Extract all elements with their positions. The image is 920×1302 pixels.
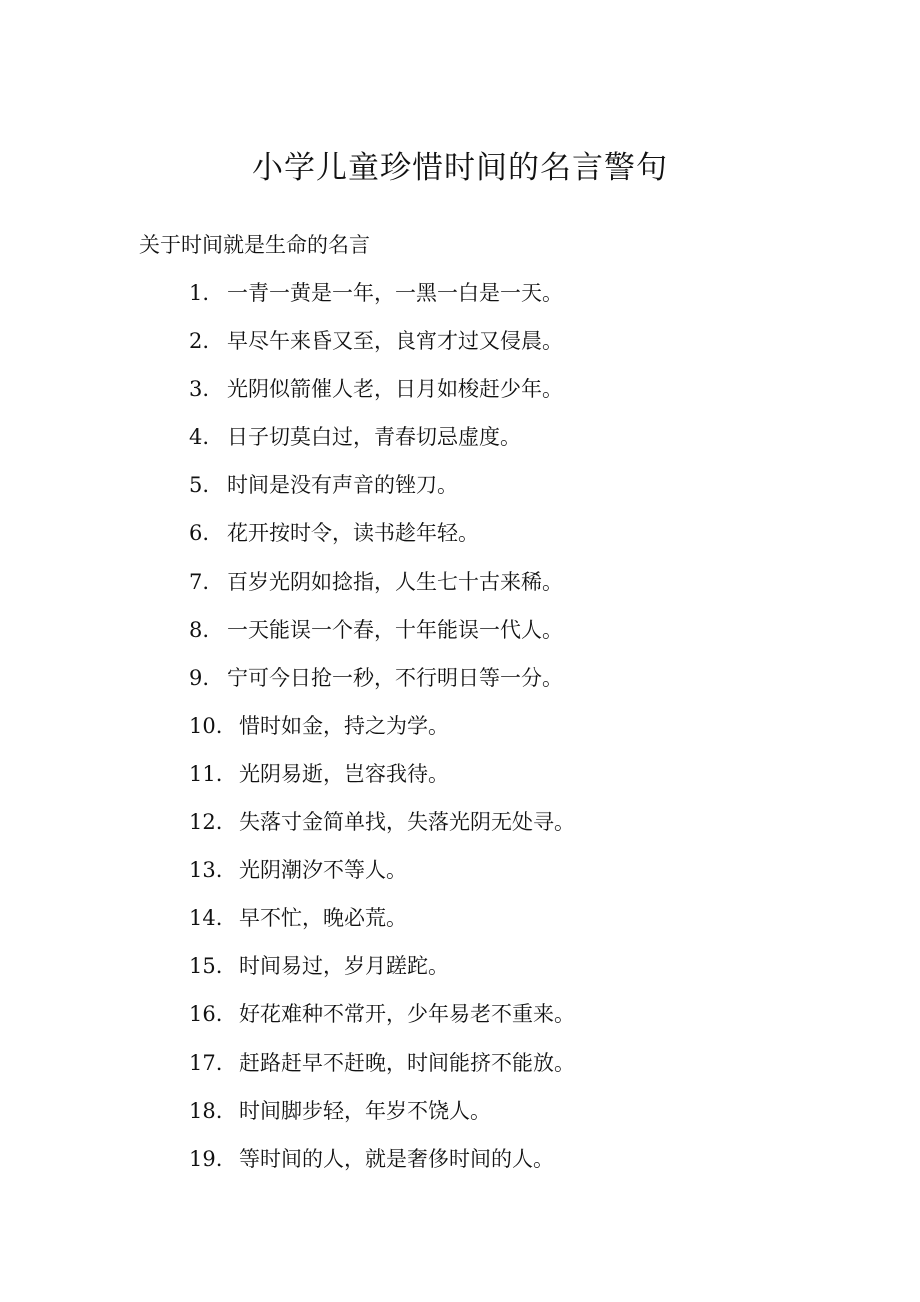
list-item bbox=[189, 1094, 575, 1142]
list-item-text: 时间易过，岁月蹉跎。 bbox=[239, 954, 449, 979]
list-item-number: 4. bbox=[189, 425, 210, 450]
list-item-text: 光阴似箭催人老，日月如梭赶少年。 bbox=[227, 377, 563, 402]
list-item bbox=[189, 324, 575, 372]
list-item bbox=[189, 709, 575, 757]
list-item-text: 等时间的人，就是奢侈时间的人。 bbox=[239, 1146, 554, 1171]
list-item bbox=[189, 661, 575, 709]
list-item-number: 13. bbox=[189, 858, 223, 883]
list-item bbox=[189, 420, 575, 468]
list-item bbox=[189, 853, 575, 901]
list-item-number: 6. bbox=[189, 521, 210, 546]
list-item-number: 3. bbox=[189, 377, 210, 402]
list-item-number: 7. bbox=[189, 569, 210, 594]
list-item-text: 早尽午来昏又至，良宵才过又侵晨。 bbox=[227, 329, 563, 354]
list-item-number: 5. bbox=[189, 473, 210, 498]
list-item bbox=[189, 565, 575, 613]
list-item-number: 11. bbox=[189, 761, 223, 786]
list-item-text: 好花难种不常开，少年易老不重来。 bbox=[239, 1002, 575, 1027]
list-item-text: 时间是没有声音的锉刀。 bbox=[227, 473, 458, 498]
list-item-text: 一天能误一个春，十年能误一代人。 bbox=[227, 617, 563, 642]
list-item-number: 2. bbox=[189, 329, 210, 354]
list-item bbox=[189, 757, 575, 805]
list-item-number: 16. bbox=[189, 1002, 223, 1027]
list-item-number: 12. bbox=[189, 810, 223, 835]
list-item-text: 百岁光阴如捻指，人生七十古来稀。 bbox=[227, 569, 563, 594]
list-item-text: 宁可今日抢一秒，不行明日等一分。 bbox=[227, 665, 563, 690]
list-item-number: 15. bbox=[189, 954, 223, 979]
list-item-text: 一青一黄是一年，一黑一白是一天。 bbox=[227, 281, 563, 305]
list-item bbox=[189, 997, 575, 1045]
document-title: 小学儿童珍惜时间的名言警句 bbox=[252, 150, 668, 186]
list-item-text: 花开按时令，读书趁年轻。 bbox=[227, 521, 479, 546]
list-item-number: 9. bbox=[189, 665, 210, 690]
list-item-number: 8. bbox=[189, 617, 210, 642]
quote-list bbox=[189, 276, 575, 1190]
list-item-text: 光阴潮汐不等人。 bbox=[239, 858, 407, 883]
list-item-text: 早不忙，晚必荒。 bbox=[239, 906, 407, 931]
list-item bbox=[189, 276, 575, 324]
list-item-text: 光阴易逝，岂容我待。 bbox=[239, 761, 449, 786]
list-item-text: 日子切莫白过，青春切忌虚度。 bbox=[227, 425, 521, 450]
section-heading: 关于时间就是生命的名言 bbox=[139, 233, 370, 257]
list-item-number: 17. bbox=[189, 1050, 223, 1075]
list-item-text: 赶路赶早不赶晚，时间能挤不能放。 bbox=[239, 1050, 575, 1075]
list-item bbox=[189, 613, 575, 661]
list-item bbox=[189, 1142, 575, 1190]
list-item bbox=[189, 949, 575, 997]
list-item bbox=[189, 901, 575, 949]
list-item-number: 18. bbox=[189, 1098, 223, 1123]
list-item-text: 惜时如金，持之为学。 bbox=[239, 713, 449, 738]
list-item-text: 时间脚步轻，年岁不饶人。 bbox=[239, 1098, 491, 1123]
list-item-number: 14. bbox=[189, 906, 223, 931]
list-item-number: 1. bbox=[189, 281, 210, 305]
list-item bbox=[189, 468, 575, 516]
list-item bbox=[189, 372, 575, 420]
list-item-number: 10. bbox=[189, 713, 223, 738]
list-item bbox=[189, 1046, 575, 1094]
list-item bbox=[189, 805, 575, 853]
list-item-number: 19. bbox=[189, 1146, 223, 1171]
list-item-text: 失落寸金简单找，失落光阴无处寻。 bbox=[239, 810, 575, 835]
list-item bbox=[189, 516, 575, 564]
